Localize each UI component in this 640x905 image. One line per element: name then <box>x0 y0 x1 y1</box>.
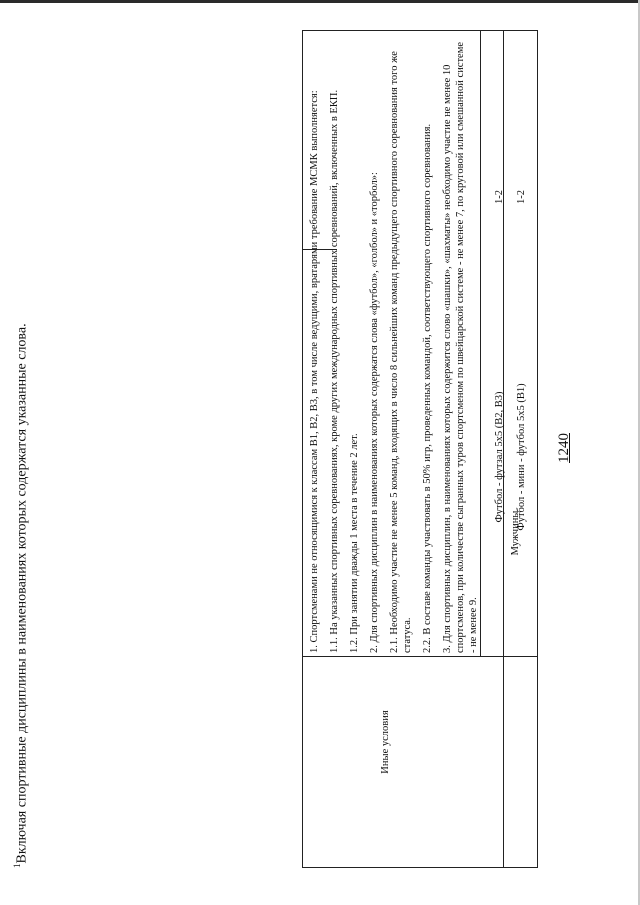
conditions-cell <box>303 29 503 657</box>
discipline-name-2: Футбол - футзал 5х5 (В2, В3) <box>494 391 505 523</box>
condition-item: 2.1. Необходимо участие не менее 5 команд, входящих в число 8 сильнейших команд предыдущего спортивного соревнования того же статуса. <box>389 51 413 653</box>
condition-item: 2.2. В составе команды участвовать в 50% игр, проведенных командой, соответствующего спортивного соревнования. <box>422 123 433 653</box>
condition-item: 3. Для спортивных дисциплин, в наименованиях которых содержится слово «шашки», «шахматы» необходимо участие не менее 10 спортсменов, при количестве сыгранных туров спортсменом по швейцарской системе - не менее 7, по круговой или смешанной системе - не менее 9. <box>442 41 479 653</box>
condition-item: 1.1. На указанных спортивных соревнованиях, кроме других международных спортивных соревнований, включенных в ЕКП. <box>329 89 340 653</box>
page-number: 1240 <box>556 433 572 463</box>
discipline-code-1: 1-2 <box>516 190 527 204</box>
discipline-name-1: Футбол - мини - футбол 5х5 (В1) <box>516 383 527 531</box>
condition-item: 2. Для спортивных дисциплин в наименованиях которых содержатся слова «футбол», «голбол» и «торбол»: <box>369 172 380 653</box>
discipline-code-2: 1-2 <box>494 190 505 204</box>
condition-item: 1. Спортсменами не относящимися к классам В1, В2, В3, в том числе ведущими, вратарями требование МСМК выполняется: <box>309 90 320 653</box>
section-label-other-conditions: Иные условия <box>380 710 391 774</box>
footnote <box>12 323 31 868</box>
requirements-table <box>302 30 538 868</box>
condition-item: 1.2. При занятии дважды 1 места в течение 2 лет. <box>349 433 360 653</box>
footnote-text: Включая спортивные дисциплины в наименованиях которых содержатся указанные слова. <box>14 323 30 864</box>
gender-header: Мужчины <box>510 510 521 556</box>
footnote-marker: 1 <box>12 863 22 868</box>
